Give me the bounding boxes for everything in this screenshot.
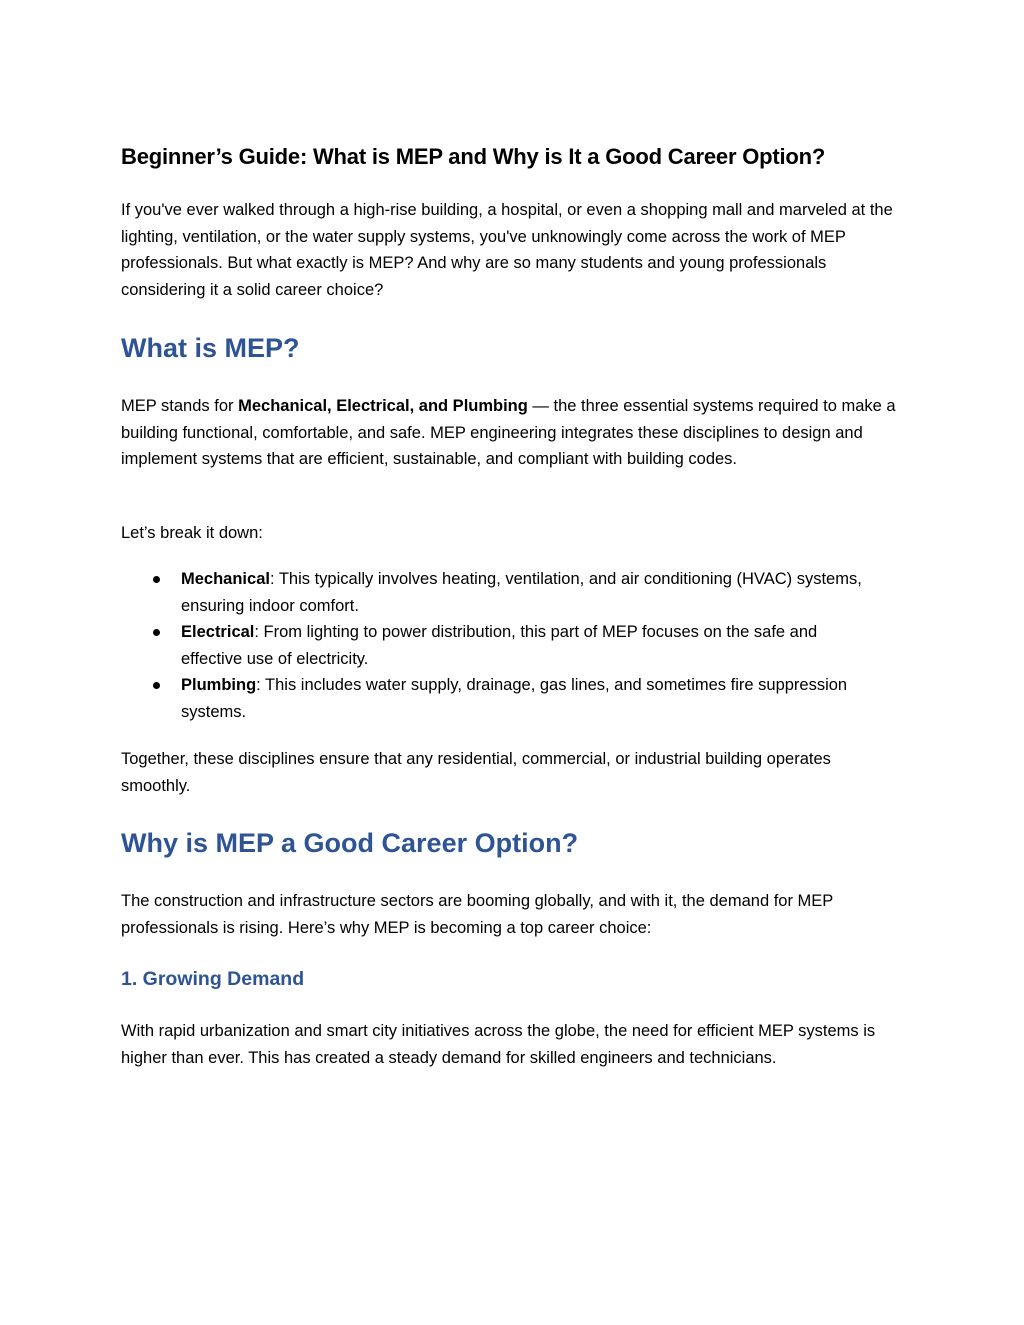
list-item (121, 672, 881, 725)
list-item (121, 619, 881, 672)
definition-suffix: — the three essential systems required to make a building functional, comfortable, and safe. MEP engineering integrates these disciplines to design and implement systems that are efficient, sustainable, and compliant with building codes. (121, 397, 896, 468)
bullet-icon (153, 576, 160, 583)
growing-demand-paragraph: With rapid urbanization and smart city initiatives across the globe, the need for efficient MEP systems is higher than ever. This has created a steady demand for skilled engineers and technicians. (121, 1022, 876, 1067)
mep-definition-paragraph (121, 393, 901, 473)
bullet-term: Mechanical (181, 570, 270, 588)
breakdown-intro: Let’s break it down: (121, 524, 263, 542)
bullet-text: : This includes water supply, drainage, gas lines, and sometimes fire suppression systems. (181, 676, 848, 721)
bullet-term: Plumbing (181, 676, 257, 694)
document-title: Beginner’s Guide: What is MEP and Why is It a Good Career Option? (121, 144, 826, 169)
together-paragraph: Together, these disciplines ensure that any residential, commercial, or industrial building operates smoothly. (121, 750, 831, 795)
bullet-text: : This typically involves heating, ventilation, and air conditioning (HVAC) systems, ensuring indoor comfort. (181, 570, 862, 615)
bullet-term: Electrical (181, 623, 255, 641)
list-item (121, 566, 881, 619)
intro-paragraph: If you've ever walked through a high-rise building, a hospital, or even a shopping mall and marveled at the lighting, ventilation, or the water supply systems, you've unknowingly come across the work of MEP professionals. But what exactly is MEP? And why are so many students and young professionals considering it a solid career choice? (121, 201, 893, 299)
bullet-icon (153, 629, 160, 636)
bullet-icon (153, 682, 160, 689)
why-intro-paragraph: The construction and infrastructure sectors are booming globally, and with it, the demand for MEP professionals is rising. Here’s why MEP is becoming a top career choice: (121, 892, 834, 937)
definition-prefix: MEP stands for (121, 397, 239, 415)
mep-bullet-list (121, 566, 901, 725)
definition-bold-term: Mechanical, Electrical, and Plumbing (238, 397, 528, 415)
bullet-text: : From lighting to power distribution, this part of MEP focuses on the safe and effective use of electricity. (181, 623, 818, 668)
section-heading-what-is-mep: What is MEP? (121, 333, 300, 363)
section-heading-why-mep: Why is MEP a Good Career Option? (121, 828, 579, 858)
subheading-growing-demand: 1. Growing Demand (121, 968, 305, 990)
